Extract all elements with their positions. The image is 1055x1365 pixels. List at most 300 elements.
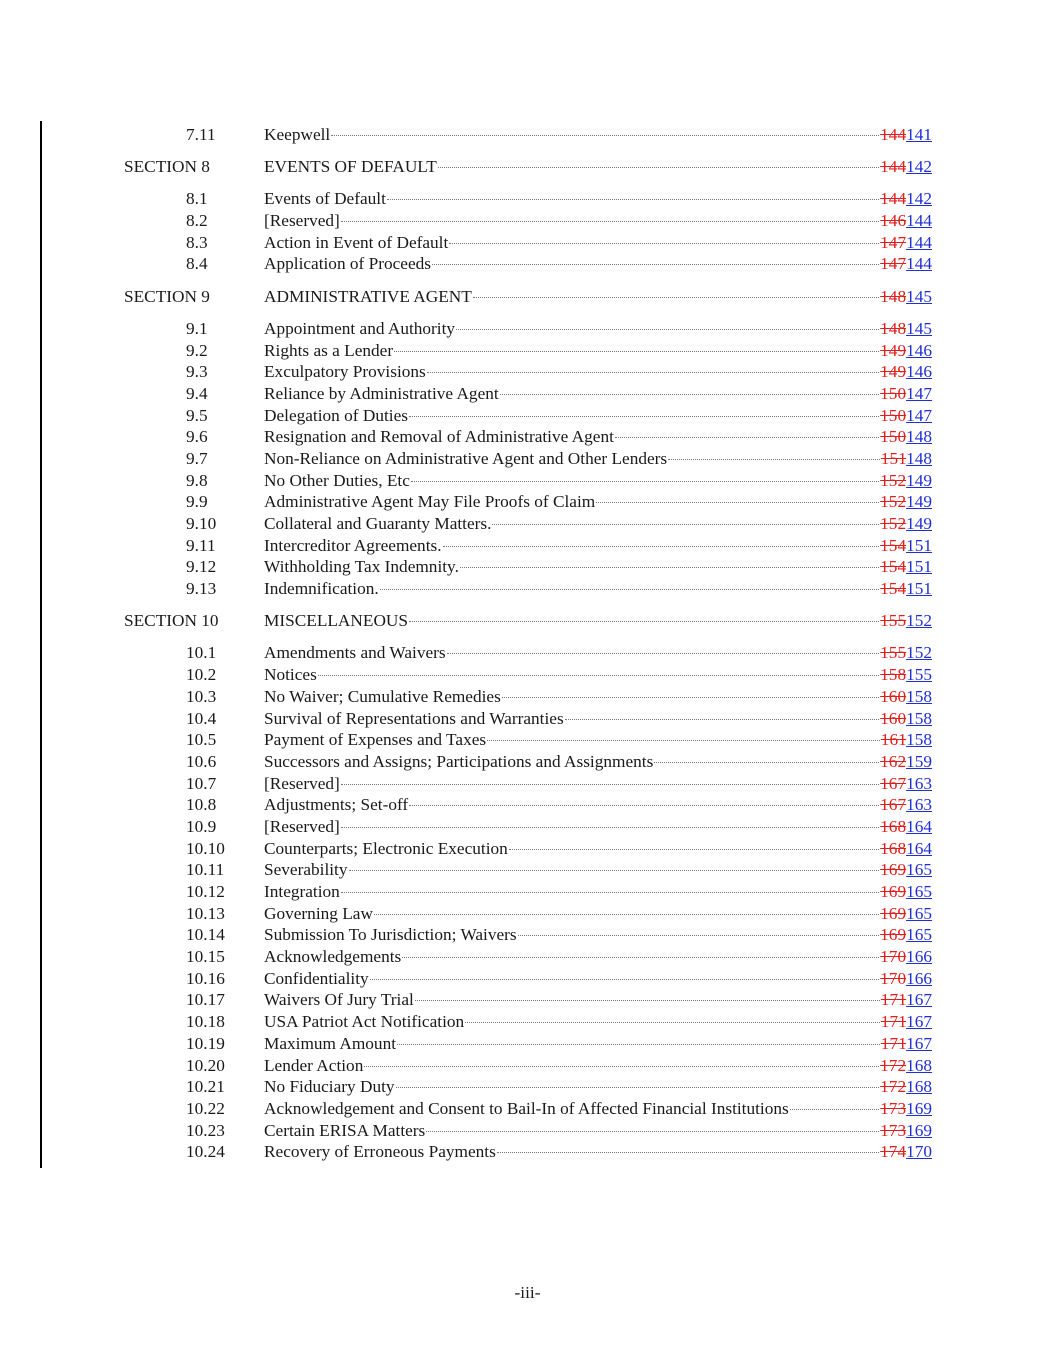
toc-entry-title[interactable]: Keepwell <box>264 125 331 144</box>
toc-entry-row[interactable] <box>124 751 932 773</box>
toc-entry-row[interactable] <box>124 361 932 383</box>
toc-entry-title[interactable]: Collateral and Guaranty Matters. <box>264 514 492 533</box>
toc-entry-title[interactable]: No Waiver; Cumulative Remedies <box>264 686 501 706</box>
toc-entry-number: 9.12 <box>186 557 217 577</box>
inserted-page-number[interactable]: 158 <box>906 730 932 750</box>
toc-entry-number: 9.3 <box>186 362 208 382</box>
deleted-page-number: 149 <box>880 340 907 360</box>
inserted-page-number[interactable]: 145 <box>906 318 932 338</box>
toc-entry-row[interactable] <box>124 535 932 557</box>
inserted-page-number[interactable]: 151 <box>906 557 932 577</box>
toc-entry-row[interactable] <box>124 794 932 816</box>
dot-leader <box>447 653 880 654</box>
dot-leader <box>492 524 879 525</box>
toc-entry-number: 10.10 <box>186 838 225 858</box>
toc-entry-title[interactable]: Intercreditor Agreements. <box>264 535 442 555</box>
deleted-page-number: 168 <box>880 816 907 836</box>
dot-leader <box>473 297 879 298</box>
toc-page-refs <box>880 686 932 708</box>
toc-page-refs <box>880 1076 932 1098</box>
toc-entry-title[interactable]: Indemnification. <box>264 579 379 599</box>
toc-entry-title[interactable]: Events of Default <box>264 189 386 209</box>
toc-page-refs <box>880 513 932 535</box>
toc-page-refs <box>880 383 932 405</box>
dot-leader <box>397 1044 880 1045</box>
toc-page-refs <box>880 1055 932 1077</box>
inserted-page-number[interactable]: 164 <box>906 816 932 836</box>
toc-entry-row[interactable] <box>124 578 932 600</box>
toc-entry-row[interactable] <box>124 773 932 795</box>
toc-entry-row[interactable] <box>124 968 932 990</box>
dot-leader <box>370 979 880 980</box>
deleted-page-number: 144 <box>880 125 907 144</box>
toc-page-refs <box>880 794 932 816</box>
toc-entry-number: 10.21 <box>186 1077 225 1097</box>
toc-entry-row[interactable] <box>124 1098 932 1120</box>
toc-page-refs <box>880 232 932 254</box>
toc-entry-number: 10.7 <box>186 773 217 793</box>
toc-page-refs <box>880 156 932 178</box>
deleted-page-number: 148 <box>880 318 907 338</box>
deleted-page-number: 149 <box>880 362 907 382</box>
inserted-page-number[interactable]: 165 <box>906 925 932 945</box>
toc-section-row[interactable] <box>124 610 932 632</box>
toc-entry-title[interactable]: Appointment and Authority <box>264 318 456 338</box>
toc-entry-title[interactable]: Waivers Of Jury Trial <box>264 990 414 1010</box>
dot-leader <box>341 827 879 828</box>
toc-entry-number: 10.4 <box>186 708 217 728</box>
dot-leader <box>596 502 879 503</box>
toc-page-refs <box>881 989 932 1011</box>
inserted-page-number[interactable]: 166 <box>906 968 932 988</box>
toc-entry-title[interactable]: Recovery of Erroneous Payments <box>264 1142 496 1162</box>
toc-entry-row[interactable] <box>124 1055 932 1077</box>
deleted-page-number: 167 <box>880 795 907 815</box>
deleted-page-number: 150 <box>880 383 907 403</box>
table-of-contents <box>124 124 932 1163</box>
dot-leader <box>443 546 880 547</box>
inserted-page-number[interactable]: 151 <box>906 579 932 599</box>
toc-page-refs <box>881 1011 932 1033</box>
toc-entry-number: 10.12 <box>186 882 225 901</box>
toc-entry-row[interactable] <box>124 210 932 232</box>
toc-entry-title[interactable]: Successors and Assigns; Participations and Assignments <box>264 751 654 771</box>
toc-entry-number: 9.7 <box>186 448 208 468</box>
inserted-page-number[interactable]: 165 <box>906 903 932 923</box>
inserted-page-number[interactable]: 146 <box>906 362 932 382</box>
deleted-page-number: 158 <box>880 665 907 685</box>
toc-entry-row[interactable] <box>124 816 932 838</box>
inserted-page-number[interactable]: 168 <box>906 1077 932 1097</box>
toc-entry-title[interactable]: ADMINISTRATIVE AGENT <box>264 286 472 306</box>
deleted-page-number: 170 <box>880 968 907 988</box>
toc-page-refs <box>880 610 932 632</box>
deleted-page-number: 154 <box>880 535 907 555</box>
toc-entry-title[interactable]: [Reserved] <box>264 211 340 231</box>
toc-entry-number: 10.5 <box>186 730 217 750</box>
toc-page-refs <box>880 816 932 838</box>
dot-leader <box>402 957 879 958</box>
toc-page-refs <box>880 664 932 686</box>
toc-entry-title[interactable]: Payment of Expenses and Taxes <box>264 730 487 750</box>
toc-entry-title[interactable]: Counterparts; Electronic Execution <box>264 838 508 858</box>
toc-entry-number: 10.17 <box>186 990 225 1010</box>
dot-leader <box>331 135 879 136</box>
toc-page-refs <box>880 1098 932 1120</box>
toc-entry-title[interactable]: [Reserved] <box>264 773 340 793</box>
toc-entry-row[interactable] <box>124 340 932 362</box>
toc-page-refs <box>880 188 932 210</box>
inserted-page-number[interactable]: 142 <box>906 189 932 209</box>
toc-entry-row[interactable] <box>124 924 932 946</box>
toc-entry-number: 10.6 <box>186 751 217 771</box>
toc-entry-row[interactable] <box>124 188 932 210</box>
toc-entry-row[interactable] <box>124 1141 932 1163</box>
inserted-page-number[interactable]: 147 <box>906 383 932 403</box>
toc-page-refs <box>880 968 932 990</box>
dot-leader <box>349 870 880 871</box>
toc-entry-title[interactable]: Exculpatory Provisions <box>264 362 426 382</box>
dot-leader <box>341 784 879 785</box>
toc-entry-title[interactable]: Lender Action <box>264 1055 364 1075</box>
inserted-page-number[interactable]: 155 <box>906 665 932 685</box>
toc-entry-number: 8.3 <box>186 232 208 252</box>
deleted-page-number: 147 <box>880 254 907 274</box>
deleted-page-number: 172 <box>880 1077 907 1097</box>
dot-leader <box>500 394 879 395</box>
toc-entry-number: 10.23 <box>186 1120 225 1140</box>
toc-page-refs <box>880 881 932 903</box>
toc-entry-title[interactable]: Submission To Jurisdiction; Waivers <box>264 925 517 945</box>
toc-entry-title[interactable]: EVENTS OF DEFAULT <box>264 157 437 177</box>
toc-entry-title[interactable]: Administrative Agent May File Proofs of Claim <box>264 492 596 512</box>
toc-entry-number: 9.9 <box>186 492 208 512</box>
dot-leader <box>318 675 879 676</box>
deleted-page-number: 167 <box>880 773 907 793</box>
toc-entry-title[interactable]: Application of Proceeds <box>264 254 432 274</box>
toc-entry-title[interactable]: USA Patriot Act Notification <box>264 1012 465 1032</box>
deleted-page-number: 169 <box>880 860 907 880</box>
toc-entry-row[interactable] <box>124 903 932 925</box>
dot-leader <box>380 589 879 590</box>
dot-leader <box>518 935 880 936</box>
dot-leader <box>341 221 879 222</box>
toc-page-refs <box>880 491 932 513</box>
inserted-page-number[interactable]: 168 <box>906 1055 932 1075</box>
deleted-page-number: 169 <box>880 925 907 945</box>
dot-leader <box>487 740 880 741</box>
toc-entry-number: SECTION 10 <box>124 611 219 631</box>
toc-entry-row[interactable] <box>124 1033 932 1055</box>
inserted-page-number[interactable]: 152 <box>906 643 932 663</box>
toc-entry-number: 9.13 <box>186 579 217 599</box>
deleted-page-number: 172 <box>880 1055 907 1075</box>
inserted-page-number[interactable]: 166 <box>906 947 932 967</box>
toc-page-refs <box>880 340 932 362</box>
toc-entry-number: 9.11 <box>186 535 216 555</box>
toc-entry-title[interactable]: Amendments and Waivers <box>264 643 446 663</box>
toc-entry-row[interactable] <box>124 556 932 578</box>
deleted-page-number: 174 <box>880 1142 907 1162</box>
toc-entry-number: 8.2 <box>186 211 208 231</box>
toc-page-refs <box>880 556 932 578</box>
dot-leader <box>456 329 879 330</box>
inserted-page-number[interactable]: 164 <box>906 838 932 858</box>
toc-entry-title[interactable]: Non-Reliance on Administrative Agent and Other Lenders <box>264 448 668 468</box>
toc-entry-title[interactable]: Action in Event of Default <box>264 232 449 252</box>
inserted-page-number[interactable]: 152 <box>906 611 932 631</box>
toc-entry-row[interactable] <box>124 124 932 146</box>
toc-entry-title[interactable]: Governing Law <box>264 903 373 923</box>
toc-page-refs <box>880 426 932 448</box>
toc-entry-title[interactable]: Withholding Tax Indemnity. <box>264 557 459 577</box>
inserted-page-number[interactable]: 167 <box>906 990 932 1010</box>
dot-leader <box>396 1087 880 1088</box>
toc-entry-row[interactable] <box>124 1076 932 1098</box>
dot-leader <box>409 805 879 806</box>
inserted-page-number[interactable]: 165 <box>906 860 932 880</box>
toc-entry-row[interactable] <box>124 448 932 470</box>
inserted-page-number[interactable]: 159 <box>906 751 932 771</box>
deleted-page-number: 152 <box>880 470 907 490</box>
toc-page-refs <box>880 1120 932 1142</box>
toc-entry-row[interactable] <box>124 859 932 881</box>
toc-entry-row[interactable] <box>124 1120 932 1142</box>
toc-entry-title[interactable]: Maximum Amount <box>264 1033 397 1053</box>
toc-entry-row[interactable] <box>124 232 932 254</box>
toc-entry-title[interactable]: Reliance by Administrative Agent <box>264 383 499 403</box>
inserted-page-number[interactable]: 170 <box>906 1142 932 1162</box>
toc-entry-number: 10.3 <box>186 686 217 706</box>
dot-leader <box>497 1152 879 1153</box>
toc-entry-title[interactable]: Certain ERISA Matters <box>264 1120 426 1140</box>
dot-leader <box>374 914 879 915</box>
toc-entry-number: 10.9 <box>186 816 217 836</box>
inserted-page-number[interactable]: 147 <box>906 405 932 425</box>
inserted-page-number[interactable]: 149 <box>906 492 932 512</box>
inserted-page-number[interactable]: 151 <box>906 535 932 555</box>
toc-page-refs <box>881 729 932 751</box>
inserted-page-number[interactable]: 169 <box>906 1098 932 1118</box>
inserted-page-number[interactable]: 167 <box>906 1012 932 1032</box>
toc-entry-row[interactable] <box>124 881 932 903</box>
dot-leader <box>502 697 879 698</box>
toc-entry-number: 7.11 <box>186 125 216 144</box>
deleted-page-number: 151 <box>880 448 907 468</box>
toc-entry-number: 10.14 <box>186 925 225 945</box>
deleted-page-number: 155 <box>880 643 907 663</box>
inserted-page-number[interactable]: 146 <box>906 340 932 360</box>
inserted-page-number[interactable]: 163 <box>906 773 932 793</box>
deleted-page-number: 147 <box>880 232 907 252</box>
toc-entry-number: 9.2 <box>186 340 208 360</box>
dot-leader <box>449 243 879 244</box>
toc-entry-title[interactable]: Acknowledgements <box>264 947 402 967</box>
deleted-page-number: 144 <box>880 157 907 177</box>
dot-leader <box>364 1066 879 1067</box>
toc-entry-title[interactable]: MISCELLANEOUS <box>264 611 409 631</box>
toc-page-refs <box>880 751 932 773</box>
toc-entry-title[interactable]: Delegation of Duties <box>264 405 408 425</box>
dot-leader <box>415 1000 880 1001</box>
dot-leader <box>460 567 879 568</box>
dot-leader <box>427 372 879 373</box>
inserted-page-number[interactable]: 148 <box>906 427 932 447</box>
deleted-page-number: 162 <box>880 751 907 771</box>
toc-section-row[interactable] <box>124 286 932 308</box>
toc-entry-number: SECTION 9 <box>124 286 210 306</box>
dot-leader <box>409 621 879 622</box>
toc-entry-title[interactable]: Survival of Representations and Warranties <box>264 708 564 728</box>
deleted-page-number: 155 <box>880 611 907 631</box>
dot-leader <box>790 1109 879 1110</box>
deleted-page-number: 171 <box>880 1012 907 1032</box>
toc-entry-title[interactable]: Rights as a Lender <box>264 340 394 360</box>
toc-entry-row[interactable] <box>124 253 932 275</box>
toc-page-refs <box>880 405 932 427</box>
toc-entry-row[interactable] <box>124 642 932 664</box>
deleted-page-number: 161 <box>880 730 907 750</box>
toc-entry-number: 9.10 <box>186 514 217 533</box>
toc-entry-row[interactable] <box>124 405 932 427</box>
deleted-page-number: 152 <box>880 514 907 533</box>
toc-entry-number: 10.11 <box>186 860 225 880</box>
inserted-page-number[interactable]: 142 <box>906 157 932 177</box>
toc-entry-title[interactable]: Notices <box>264 665 317 685</box>
dot-leader <box>654 762 879 763</box>
toc-entry-row[interactable] <box>124 318 932 340</box>
dot-leader <box>387 199 879 200</box>
toc-page-refs <box>880 535 932 557</box>
toc-page-refs <box>880 124 932 146</box>
deleted-page-number: 146 <box>880 211 907 231</box>
toc-page-refs <box>880 859 932 881</box>
deleted-page-number: 169 <box>880 882 907 901</box>
toc-page-refs <box>880 903 932 925</box>
toc-entry-number: 9.8 <box>186 470 208 490</box>
inserted-page-number[interactable]: 158 <box>906 686 932 706</box>
deleted-page-number: 148 <box>880 286 907 306</box>
toc-page-refs <box>881 448 932 470</box>
dot-leader <box>668 459 880 460</box>
toc-entry-title[interactable]: Severability <box>264 860 348 880</box>
toc-entry-row[interactable] <box>124 838 932 860</box>
toc-entry-number: 10.8 <box>186 795 217 815</box>
toc-entry-title[interactable]: No Fiduciary Duty <box>264 1077 395 1097</box>
toc-entry-row[interactable] <box>124 1011 932 1033</box>
toc-page-refs <box>880 361 932 383</box>
dot-leader <box>341 892 879 893</box>
deleted-page-number: 170 <box>880 947 907 967</box>
inserted-page-number[interactable]: 144 <box>906 254 932 274</box>
toc-entry-row[interactable] <box>124 729 932 751</box>
toc-entry-number: 10.24 <box>186 1142 225 1162</box>
toc-page-refs <box>880 470 932 492</box>
inserted-page-number[interactable]: 141 <box>906 125 932 144</box>
toc-page-refs <box>880 210 932 232</box>
revision-change-bar <box>40 121 42 1168</box>
deleted-page-number: 171 <box>880 1033 907 1053</box>
deleted-page-number: 160 <box>880 686 907 706</box>
toc-page-refs <box>880 642 932 664</box>
toc-entry-row[interactable] <box>124 383 932 405</box>
toc-entry-number: 10.22 <box>186 1098 225 1118</box>
deleted-page-number: 144 <box>880 189 907 209</box>
toc-page-refs <box>880 253 932 275</box>
toc-entry-number: 8.1 <box>186 189 208 209</box>
inserted-page-number[interactable]: 144 <box>906 211 932 231</box>
deleted-page-number: 173 <box>880 1120 907 1140</box>
inserted-page-number[interactable]: 163 <box>906 795 932 815</box>
toc-entry-number: 10.15 <box>186 947 225 967</box>
deleted-page-number: 168 <box>880 838 907 858</box>
deleted-page-number: 173 <box>880 1098 907 1118</box>
toc-entry-title[interactable]: [Reserved] <box>264 816 340 836</box>
toc-entry-title[interactable]: Acknowledgement and Consent to Bail-In of Affected Financial Institutions <box>264 1098 789 1118</box>
toc-entry-number: 10.18 <box>186 1012 225 1032</box>
deleted-page-number: 160 <box>880 708 907 728</box>
dot-leader <box>426 1131 879 1132</box>
dot-leader <box>565 719 879 720</box>
inserted-page-number[interactable]: 158 <box>906 708 932 728</box>
toc-entry-title[interactable]: Adjustments; Set-off <box>264 795 409 815</box>
toc-entry-row[interactable] <box>124 946 932 968</box>
toc-entry-row[interactable] <box>124 989 932 1011</box>
toc-page-refs <box>880 924 932 946</box>
toc-section-row[interactable] <box>124 156 932 178</box>
toc-entry-number: 8.4 <box>186 254 208 274</box>
toc-entry-row[interactable] <box>124 491 932 513</box>
deleted-page-number: 171 <box>880 990 907 1010</box>
inserted-page-number[interactable]: 165 <box>906 882 932 901</box>
deleted-page-number: 169 <box>880 903 907 923</box>
toc-entry-number: 10.20 <box>186 1055 225 1075</box>
toc-entry-number: 9.6 <box>186 427 208 447</box>
toc-entry-title[interactable]: No Other Duties, Etc <box>264 470 410 490</box>
toc-entry-row[interactable] <box>124 686 932 708</box>
inserted-page-number[interactable]: 145 <box>906 286 932 306</box>
inserted-page-number[interactable]: 144 <box>906 232 932 252</box>
toc-entry-title[interactable]: Confidentiality <box>264 968 369 988</box>
toc-page-refs <box>880 1141 932 1163</box>
inserted-page-number[interactable]: 169 <box>906 1120 932 1140</box>
toc-page-refs <box>881 1033 932 1055</box>
dot-leader <box>409 416 879 417</box>
dot-leader <box>509 849 879 850</box>
dot-leader <box>394 351 879 352</box>
toc-entry-number: 10.1 <box>186 643 217 663</box>
toc-entry-row[interactable] <box>124 426 932 448</box>
inserted-page-number[interactable]: 148 <box>906 448 932 468</box>
dot-leader <box>438 167 879 168</box>
toc-entry-number: 10.13 <box>186 903 225 923</box>
toc-entry-row[interactable] <box>124 708 932 730</box>
inserted-page-number[interactable]: 149 <box>906 470 932 490</box>
dot-leader <box>432 264 879 265</box>
toc-entry-row[interactable] <box>124 513 932 535</box>
inserted-page-number[interactable]: 167 <box>906 1033 932 1053</box>
dot-leader <box>465 1022 880 1023</box>
toc-entry-title[interactable]: Resignation and Removal of Administrative Agent <box>264 427 614 447</box>
page-number: -iii- <box>514 1283 541 1302</box>
inserted-page-number[interactable]: 149 <box>906 514 932 533</box>
toc-page-refs <box>880 578 932 600</box>
toc-entry-number: 9.1 <box>186 318 208 338</box>
deleted-page-number: 154 <box>880 579 907 599</box>
toc-entry-row[interactable] <box>124 664 932 686</box>
toc-entry-row[interactable] <box>124 470 932 492</box>
toc-entry-title[interactable]: Integration <box>264 882 340 901</box>
